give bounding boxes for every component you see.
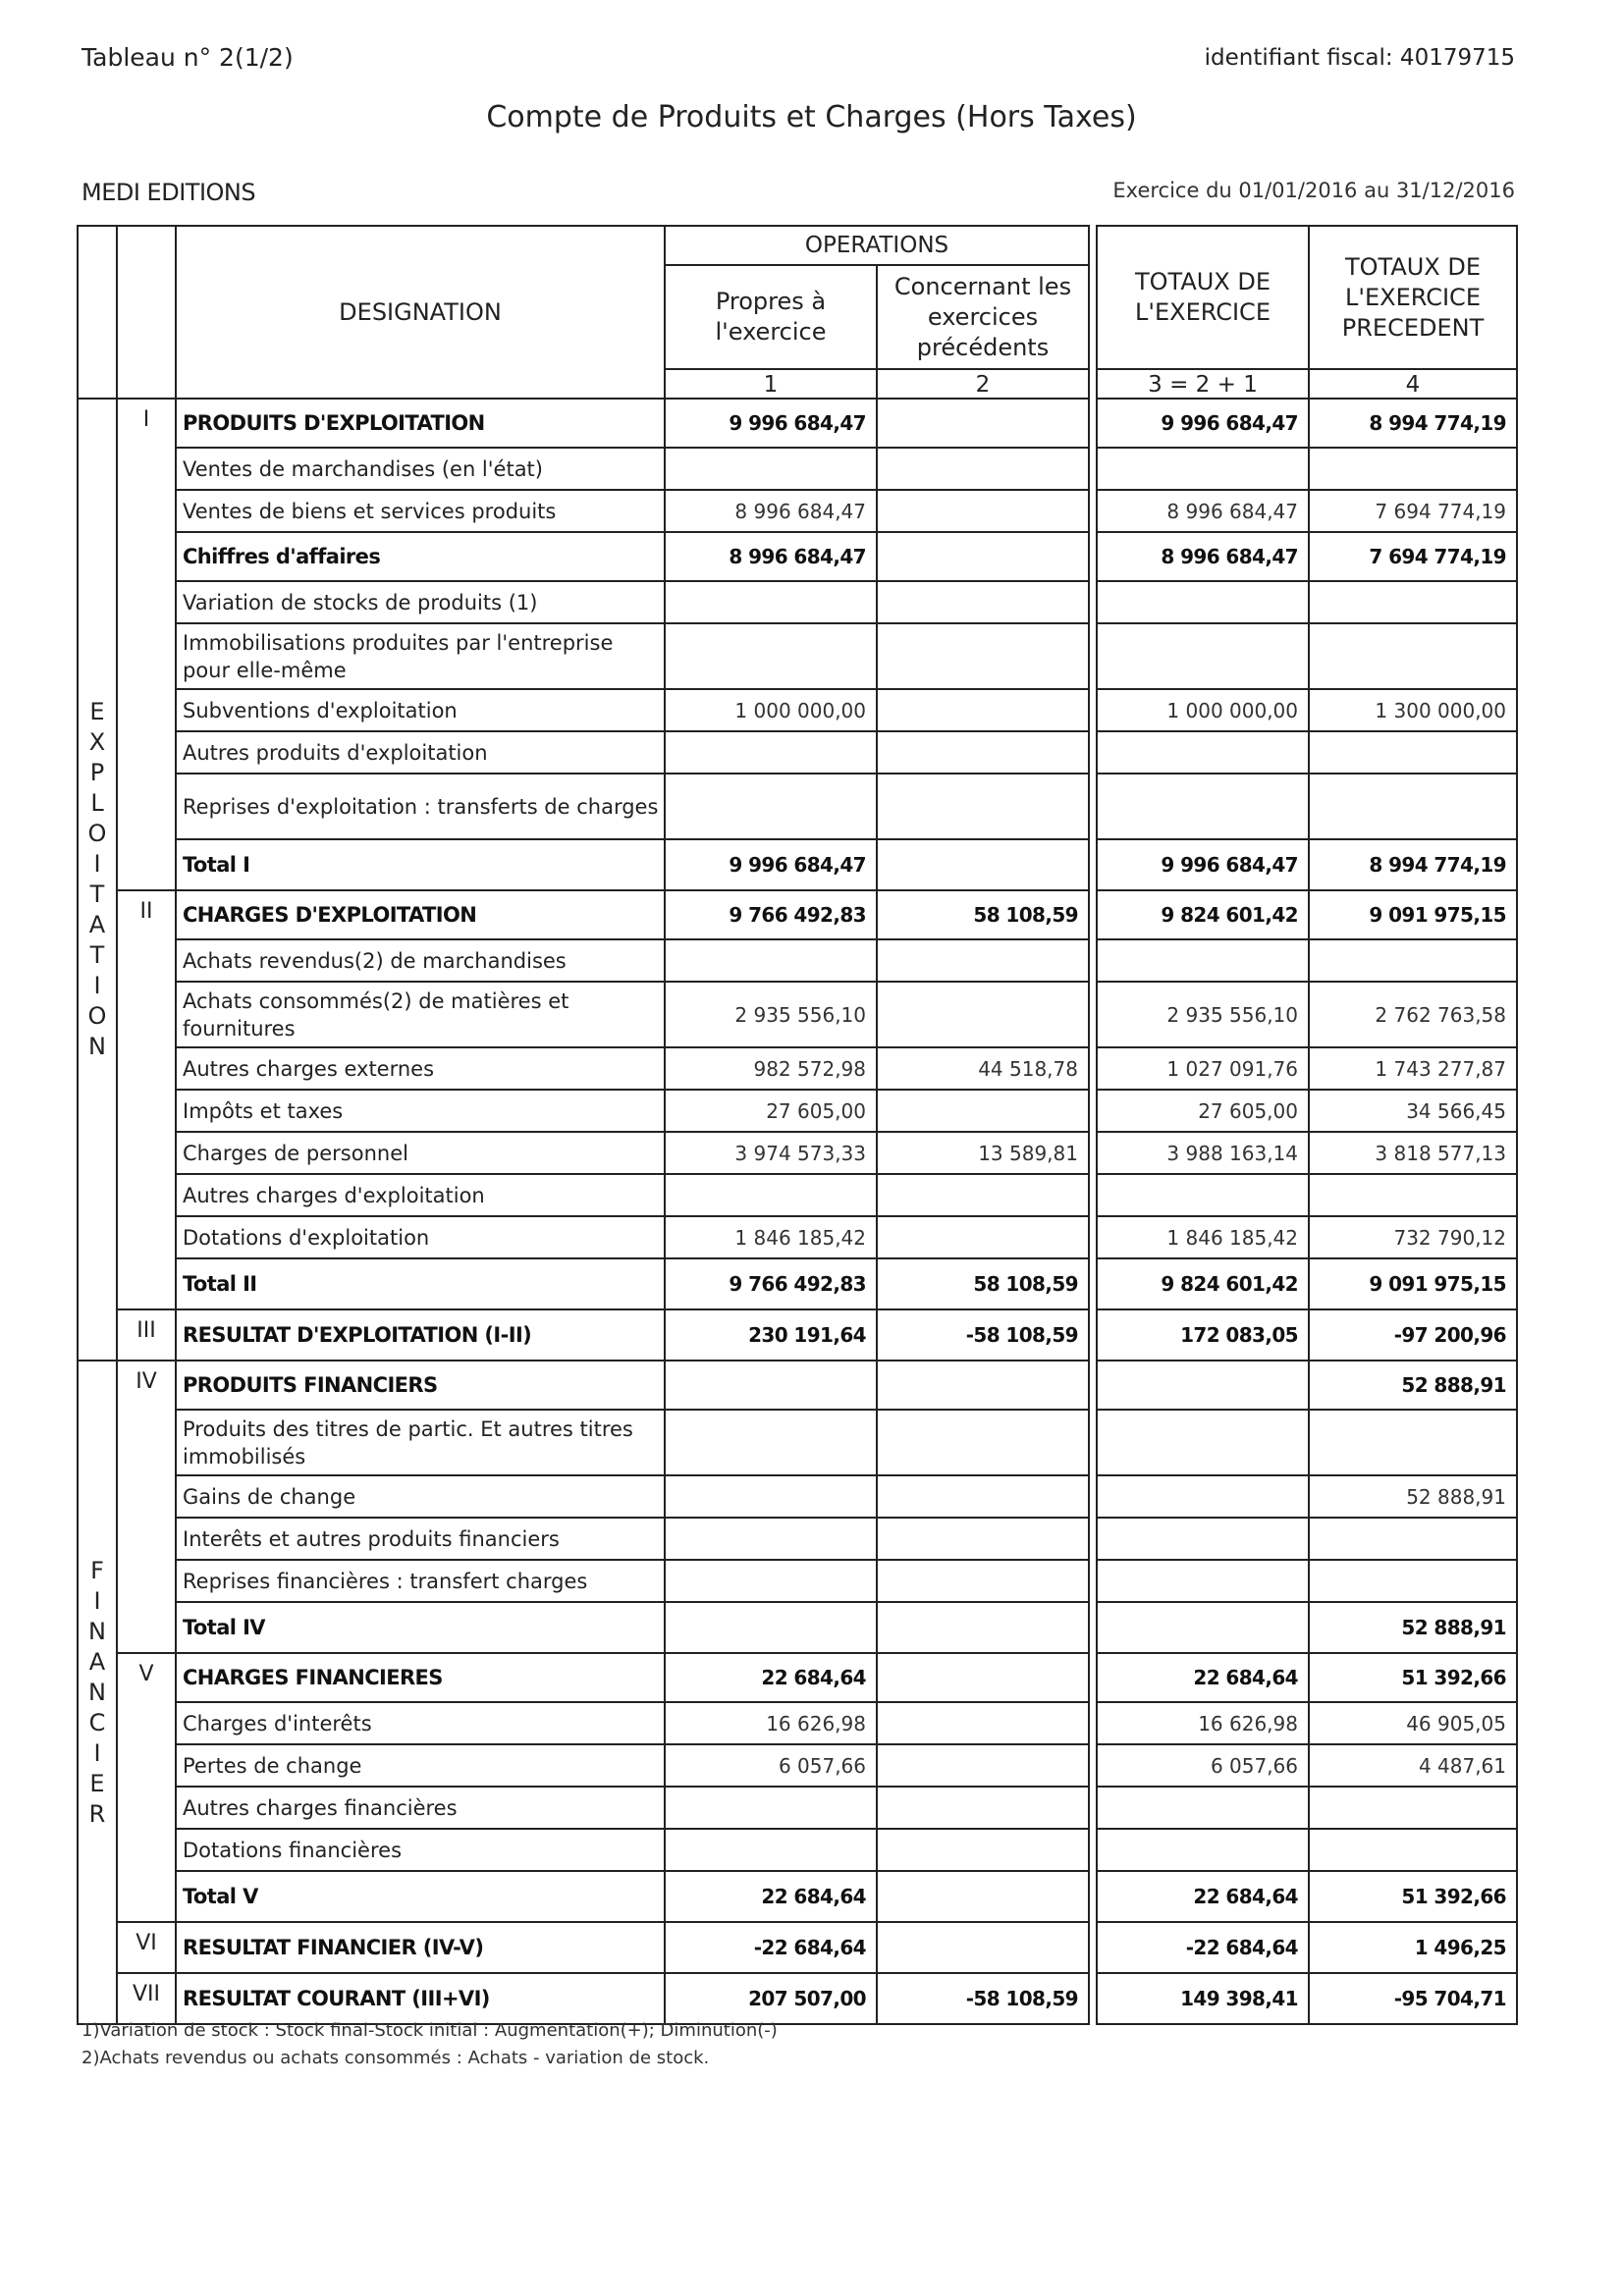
table-row [78, 623, 1517, 689]
roman-numeral: VII [117, 1973, 176, 2024]
table-row [78, 890, 1517, 939]
section-letter: O [87, 1002, 107, 1030]
cell-c1 [665, 448, 877, 490]
cell-c4 [1309, 581, 1517, 623]
cell-c3 [1097, 731, 1309, 774]
cell-c3: 6 057,66 [1097, 1744, 1309, 1787]
cell-c2 [877, 1871, 1089, 1922]
row-label: Variation de stocks de produits (1) [176, 581, 665, 623]
cell-c3: 16 626,98 [1097, 1702, 1309, 1744]
cell-c4 [1309, 1410, 1517, 1475]
table-row [78, 1361, 1517, 1410]
cell-c3 [1097, 1787, 1309, 1829]
cell-c2: 58 108,59 [877, 890, 1089, 939]
cell-c2: 58 108,59 [877, 1258, 1089, 1309]
cell-c4 [1309, 731, 1517, 774]
roman-numeral: I [117, 399, 176, 890]
section-letter: C [88, 1708, 106, 1736]
roman-numeral: IV [117, 1361, 176, 1653]
section-letter: R [88, 1799, 106, 1828]
cell-c4 [1309, 623, 1517, 689]
table-row [78, 1602, 1517, 1653]
table-row [78, 1132, 1517, 1174]
cell-c4: 34 566,45 [1309, 1090, 1517, 1132]
cell-c2 [877, 1410, 1089, 1475]
cell-c1 [665, 1829, 877, 1871]
cell-c1: 230 191,64 [665, 1309, 877, 1361]
section-letter: I [93, 972, 101, 999]
section-letter: A [88, 1647, 106, 1676]
cell-c2: -58 108,59 [877, 1973, 1089, 2024]
cell-c1: 9 996 684,47 [665, 839, 877, 890]
section-exploitation-label [78, 399, 117, 1361]
cell-c4: 2 762 763,58 [1309, 982, 1517, 1047]
cell-c2 [877, 490, 1089, 532]
cell-c2 [877, 1560, 1089, 1602]
cell-c1 [665, 1410, 877, 1475]
section-letter: N [88, 1617, 106, 1645]
fiscal-identifier: identifiant fiscal: 40179715 [1204, 45, 1515, 71]
roman-numeral: VI [117, 1922, 176, 1973]
cell-c1: 9 766 492,83 [665, 890, 877, 939]
table-row [78, 1653, 1517, 1702]
cell-c2 [877, 1518, 1089, 1560]
table-row [78, 1829, 1517, 1871]
cell-c1: 9 766 492,83 [665, 1258, 877, 1309]
cell-c1: 8 996 684,47 [665, 532, 877, 581]
table-row [78, 839, 1517, 890]
cell-c4: 1 496,25 [1309, 1922, 1517, 1973]
row-label: Gains de change [176, 1475, 665, 1518]
cell-c1 [665, 939, 877, 982]
cell-c1 [665, 731, 877, 774]
section-financier-label [78, 1361, 117, 2024]
table-row [78, 1309, 1517, 1361]
cell-c3 [1097, 581, 1309, 623]
cell-c4: 1 743 277,87 [1309, 1047, 1517, 1090]
cell-c4: 51 392,66 [1309, 1653, 1517, 1702]
cell-c1 [665, 1787, 877, 1829]
cell-c2 [877, 1475, 1089, 1518]
table-row [78, 1258, 1517, 1309]
row-label: Chiffres d'affaires [176, 532, 665, 581]
cell-c1: 22 684,64 [665, 1871, 877, 1922]
cell-c3: 22 684,64 [1097, 1653, 1309, 1702]
table-row [78, 731, 1517, 774]
cell-c4 [1309, 1518, 1517, 1560]
row-label: PRODUITS D'EXPLOITATION [176, 399, 665, 448]
header-designation: DESIGNATION [176, 226, 665, 399]
section-letter: I [93, 1738, 101, 1767]
cell-c3: 1 846 185,42 [1097, 1216, 1309, 1258]
row-label: RESULTAT COURANT (III+VI) [176, 1973, 665, 2024]
cell-c3 [1097, 774, 1309, 839]
row-label: CHARGES D'EXPLOITATION [176, 890, 665, 939]
row-label: Autres charges externes [176, 1047, 665, 1090]
row-label: Achats revendus(2) de marchandises [176, 939, 665, 982]
cell-c4: -97 200,96 [1309, 1309, 1517, 1361]
cell-c1: 8 996 684,47 [665, 490, 877, 532]
row-label: Reprises financières : transfert charges [176, 1560, 665, 1602]
cell-c2 [877, 839, 1089, 890]
cell-c3: 1 000 000,00 [1097, 689, 1309, 731]
row-label: Total II [176, 1258, 665, 1309]
section-letter: L [90, 789, 104, 817]
table-row [78, 1744, 1517, 1787]
table-row [78, 774, 1517, 839]
row-label: Dotations financières [176, 1829, 665, 1871]
cell-c1: 982 572,98 [665, 1047, 877, 1090]
cell-c3: 2 935 556,10 [1097, 982, 1309, 1047]
section-letter: E [89, 1769, 105, 1797]
cell-c4: 7 694 774,19 [1309, 490, 1517, 532]
table-row [78, 1871, 1517, 1922]
cell-c4 [1309, 939, 1517, 982]
row-label: Total IV [176, 1602, 665, 1653]
cell-c4: 52 888,91 [1309, 1475, 1517, 1518]
cell-c3: 8 996 684,47 [1097, 532, 1309, 581]
cell-c1 [665, 1475, 877, 1518]
cell-c3: 172 083,05 [1097, 1309, 1309, 1361]
table-row [78, 532, 1517, 581]
roman-numeral: V [117, 1653, 176, 1922]
cell-c2 [877, 1216, 1089, 1258]
roman-numeral: II [117, 890, 176, 1309]
cell-c3: 27 605,00 [1097, 1090, 1309, 1132]
cell-c3: 9 824 601,42 [1097, 890, 1309, 939]
row-label: Total I [176, 839, 665, 890]
row-label: Interêts et autres produits financiers [176, 1518, 665, 1560]
cell-c2 [877, 1602, 1089, 1653]
table-row [78, 1560, 1517, 1602]
row-label: Achats consommés(2) de matières et fournitures [176, 982, 665, 1047]
cell-c1: 1 000 000,00 [665, 689, 877, 731]
cell-c4: 51 392,66 [1309, 1871, 1517, 1922]
cell-c3: 8 996 684,47 [1097, 490, 1309, 532]
row-label: Dotations d'exploitation [176, 1216, 665, 1258]
section-letter: O [87, 820, 107, 847]
table-row [78, 1787, 1517, 1829]
section-letter: T [89, 941, 105, 969]
cell-c1: -22 684,64 [665, 1922, 877, 1973]
section-letter: I [93, 1586, 101, 1615]
cell-c2 [877, 1829, 1089, 1871]
header-totaux-precedent: TOTAUX DE L'EXERCICE PRECEDENT [1309, 226, 1517, 369]
table-row [78, 939, 1517, 982]
table-row [78, 448, 1517, 490]
cell-c3: 9 824 601,42 [1097, 1258, 1309, 1309]
cell-c3: 1 027 091,76 [1097, 1047, 1309, 1090]
cell-c2 [877, 1361, 1089, 1410]
table-row [78, 1216, 1517, 1258]
cell-c1 [665, 1361, 877, 1410]
table-row [78, 399, 1517, 448]
row-label: Pertes de change [176, 1744, 665, 1787]
cell-c1: 9 996 684,47 [665, 399, 877, 448]
cell-c3 [1097, 939, 1309, 982]
cell-c2 [877, 1922, 1089, 1973]
table-row [78, 1174, 1517, 1216]
cell-c3: 22 684,64 [1097, 1871, 1309, 1922]
cell-c3 [1097, 448, 1309, 490]
cell-c2 [877, 1653, 1089, 1702]
row-label: Total V [176, 1871, 665, 1922]
cell-c2: 13 589,81 [877, 1132, 1089, 1174]
table-row [78, 490, 1517, 532]
income-statement-table [77, 225, 1518, 2025]
table-row [78, 1922, 1517, 1973]
cell-c3 [1097, 623, 1309, 689]
header-blank-roman [117, 226, 176, 399]
cell-c2 [877, 399, 1089, 448]
header-propres: Propres à l'exercice [665, 265, 877, 369]
footnote-1: 1)Variation de stock : Stock final-Stock initial : Augmentation(+); Diminution(-) [81, 2020, 778, 2041]
cell-c1: 3 974 573,33 [665, 1132, 877, 1174]
cell-c3: 3 988 163,14 [1097, 1132, 1309, 1174]
header-col-2: 2 [877, 369, 1089, 399]
table-row [78, 1518, 1517, 1560]
cell-c4: 8 994 774,19 [1309, 399, 1517, 448]
cell-c3: 149 398,41 [1097, 1973, 1309, 2024]
section-letter: N [88, 1678, 106, 1706]
cell-c4 [1309, 1829, 1517, 1871]
section-letter: N [88, 1033, 106, 1060]
cell-c2 [877, 1702, 1089, 1744]
row-label: RESULTAT D'EXPLOITATION (I-II) [176, 1309, 665, 1361]
fiscal-period: Exercice du 01/01/2016 au 31/12/2016 [1112, 179, 1515, 202]
cell-c4 [1309, 1174, 1517, 1216]
section-letter: T [89, 881, 105, 908]
cell-c3: 9 996 684,47 [1097, 399, 1309, 448]
cell-c3 [1097, 1560, 1309, 1602]
cell-c1 [665, 1174, 877, 1216]
row-label: Subventions d'exploitation [176, 689, 665, 731]
header-col-1: 1 [665, 369, 877, 399]
cell-c2 [877, 623, 1089, 689]
cell-c4: 46 905,05 [1309, 1702, 1517, 1744]
cell-c4 [1309, 1787, 1517, 1829]
cell-c1 [665, 1560, 877, 1602]
cell-c2 [877, 1090, 1089, 1132]
cell-c2 [877, 731, 1089, 774]
cell-c3 [1097, 1602, 1309, 1653]
row-label: PRODUITS FINANCIERS [176, 1361, 665, 1410]
section-letter: P [89, 759, 105, 786]
section-letter: A [88, 911, 106, 938]
cell-c4: 1 300 000,00 [1309, 689, 1517, 731]
header-totaux-exercice: TOTAUX DE L'EXERCICE [1097, 226, 1309, 369]
table-row [78, 1047, 1517, 1090]
cell-c4: -95 704,71 [1309, 1973, 1517, 2024]
cell-c1: 16 626,98 [665, 1702, 877, 1744]
cell-c1: 2 935 556,10 [665, 982, 877, 1047]
cell-c4: 52 888,91 [1309, 1602, 1517, 1653]
row-label: Reprises d'exploitation : transferts de charges [176, 774, 665, 839]
cell-c2 [877, 689, 1089, 731]
section-letter: X [88, 728, 106, 756]
cell-c1 [665, 1518, 877, 1560]
cell-c4: 7 694 774,19 [1309, 532, 1517, 581]
header-col-3: 3 = 2 + 1 [1097, 369, 1309, 399]
header-blank-left [78, 226, 117, 399]
cell-c4: 52 888,91 [1309, 1361, 1517, 1410]
cell-c2 [877, 1787, 1089, 1829]
cell-c2 [877, 581, 1089, 623]
cell-c3 [1097, 1829, 1309, 1871]
table-row [78, 581, 1517, 623]
cell-c1 [665, 1602, 877, 1653]
company-name: MEDI EDITIONS [81, 179, 256, 206]
cell-c4: 9 091 975,15 [1309, 890, 1517, 939]
cell-c2: 44 518,78 [877, 1047, 1089, 1090]
cell-c2 [877, 939, 1089, 982]
cell-c2 [877, 448, 1089, 490]
cell-c4: 3 818 577,13 [1309, 1132, 1517, 1174]
cell-c3 [1097, 1475, 1309, 1518]
row-label: Produits des titres de partic. Et autres titres immobilisés [176, 1410, 665, 1475]
roman-numeral: III [117, 1309, 176, 1361]
table-row [78, 689, 1517, 731]
cell-c2 [877, 1744, 1089, 1787]
table-row [78, 1702, 1517, 1744]
cell-c3 [1097, 1410, 1309, 1475]
cell-c1 [665, 774, 877, 839]
cell-c1 [665, 581, 877, 623]
section-letter: I [93, 850, 101, 878]
cell-c3 [1097, 1174, 1309, 1216]
cell-c4 [1309, 774, 1517, 839]
cell-c1: 22 684,64 [665, 1653, 877, 1702]
cell-c1: 1 846 185,42 [665, 1216, 877, 1258]
cell-c4: 732 790,12 [1309, 1216, 1517, 1258]
table-row [78, 1475, 1517, 1518]
table-row [78, 1973, 1517, 2024]
row-label: RESULTAT FINANCIER (IV-V) [176, 1922, 665, 1973]
cell-c1: 6 057,66 [665, 1744, 877, 1787]
row-label: Charges d'interêts [176, 1702, 665, 1744]
cell-c2 [877, 532, 1089, 581]
cell-c4: 4 487,61 [1309, 1744, 1517, 1787]
row-label: Autres produits d'exploitation [176, 731, 665, 774]
header-concernant: Concernant les exercices précédents [877, 265, 1089, 369]
row-label: Charges de personnel [176, 1132, 665, 1174]
table-number: Tableau n° 2(1/2) [81, 43, 294, 72]
row-label: Autres charges d'exploitation [176, 1174, 665, 1216]
section-letter: F [90, 1556, 104, 1584]
cell-c2: -58 108,59 [877, 1309, 1089, 1361]
footnote-2: 2)Achats revendus ou achats consommés : Achats - variation de stock. [81, 2048, 710, 2068]
cell-c3 [1097, 1518, 1309, 1560]
section-letter: E [89, 698, 105, 725]
table-row [78, 1090, 1517, 1132]
cell-c1: 207 507,00 [665, 1973, 877, 2024]
cell-c4: 8 994 774,19 [1309, 839, 1517, 890]
cell-c1: 27 605,00 [665, 1090, 877, 1132]
cell-c3: -22 684,64 [1097, 1922, 1309, 1973]
cell-c2 [877, 1174, 1089, 1216]
table-row [78, 1410, 1517, 1475]
cell-c4 [1309, 1560, 1517, 1602]
cell-c3: 9 996 684,47 [1097, 839, 1309, 890]
cell-c4: 9 091 975,15 [1309, 1258, 1517, 1309]
cell-c3 [1097, 1361, 1309, 1410]
cell-c2 [877, 774, 1089, 839]
cell-c4 [1309, 448, 1517, 490]
cell-c2 [877, 982, 1089, 1047]
header-col-4: 4 [1309, 369, 1517, 399]
cell-c1 [665, 623, 877, 689]
row-label: Ventes de biens et services produits [176, 490, 665, 532]
row-label: Immobilisations produites par l'entreprise pour elle-même [176, 623, 665, 689]
row-label: Impôts et taxes [176, 1090, 665, 1132]
row-label: Autres charges financières [176, 1787, 665, 1829]
table-row [78, 982, 1517, 1047]
header-operations: OPERATIONS [665, 226, 1089, 265]
row-label: Ventes de marchandises (en l'état) [176, 448, 665, 490]
row-label: CHARGES FINANCIERES [176, 1653, 665, 1702]
page-title: Compte de Produits et Charges (Hors Taxes) [486, 100, 1137, 134]
